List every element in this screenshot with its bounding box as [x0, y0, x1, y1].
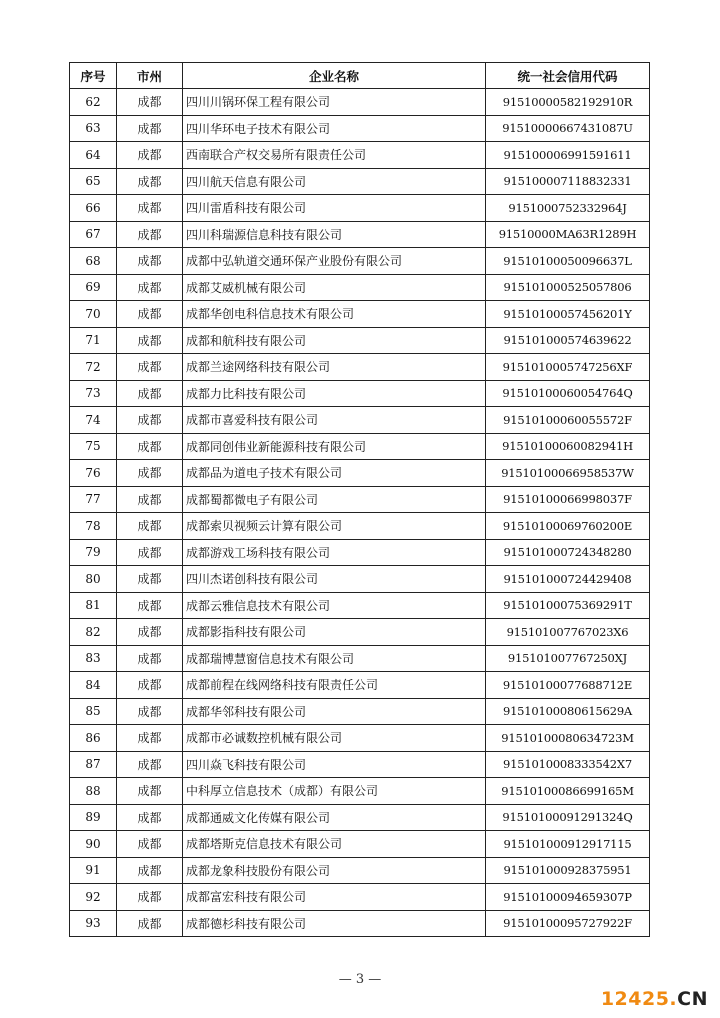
table-row: [70, 380, 650, 407]
cell-city: 成都: [117, 751, 183, 778]
site-watermark: [601, 988, 708, 1010]
cell-name: 成都中弘轨道交通环保产业股份有限公司: [183, 248, 486, 275]
cell-name: 四川航天信息有限公司: [183, 168, 486, 195]
table-row: [70, 89, 650, 116]
table-row: [70, 327, 650, 354]
cell-code: 91510100077688712E: [486, 672, 650, 699]
cell-code: 9151010005747256XF: [486, 354, 650, 381]
table-row: [70, 274, 650, 301]
cell-city: 成都: [117, 221, 183, 248]
cell-city: 成都: [117, 645, 183, 672]
cell-name: 成都蜀都微电子有限公司: [183, 486, 486, 513]
cell-city: 成都: [117, 539, 183, 566]
cell-code: 91510100069760200E: [486, 513, 650, 540]
cell-city: 成都: [117, 672, 183, 699]
cell-city: 成都: [117, 354, 183, 381]
cell-city: 成都: [117, 831, 183, 858]
cell-name: 成都品为道电子技术有限公司: [183, 460, 486, 487]
cell-no: 73: [70, 380, 117, 407]
cell-code: 91510100060054764Q: [486, 380, 650, 407]
cell-city: 成都: [117, 619, 183, 646]
cell-name: 成都华创电科信息技术有限公司: [183, 301, 486, 328]
cell-name: 成都力比科技有限公司: [183, 380, 486, 407]
table-row: [70, 168, 650, 195]
table-row: [70, 248, 650, 275]
header-no: 序号: [70, 63, 117, 89]
cell-no: 67: [70, 221, 117, 248]
header-city: 市州: [117, 63, 183, 89]
cell-no: 79: [70, 539, 117, 566]
cell-city: 成都: [117, 592, 183, 619]
cell-no: 65: [70, 168, 117, 195]
cell-name: 成都索贝视频云计算有限公司: [183, 513, 486, 540]
cell-no: 68: [70, 248, 117, 275]
enterprise-table: [69, 62, 650, 937]
cell-name: 成都塔斯克信息技术有限公司: [183, 831, 486, 858]
cell-name: 四川川锅环保工程有限公司: [183, 89, 486, 116]
cell-code: 91510100060055572F: [486, 407, 650, 434]
cell-name: 成都和航科技有限公司: [183, 327, 486, 354]
cell-no: 76: [70, 460, 117, 487]
cell-name: 成都前程在线网络科技有限责任公司: [183, 672, 486, 699]
table-row: [70, 566, 650, 593]
table-header-row: [70, 63, 650, 89]
cell-no: 80: [70, 566, 117, 593]
table-row: [70, 195, 650, 222]
table-row: [70, 407, 650, 434]
table-row: [70, 115, 650, 142]
cell-name: 四川华环电子技术有限公司: [183, 115, 486, 142]
cell-no: 90: [70, 831, 117, 858]
cell-no: 88: [70, 778, 117, 805]
cell-city: 成都: [117, 910, 183, 937]
cell-city: 成都: [117, 168, 183, 195]
cell-city: 成都: [117, 301, 183, 328]
cell-code: 91510100050096637L: [486, 248, 650, 275]
cell-no: 66: [70, 195, 117, 222]
cell-name: 成都兰途网络科技有限公司: [183, 354, 486, 381]
cell-no: 81: [70, 592, 117, 619]
cell-name: 中科厚立信息技术（成都）有限公司: [183, 778, 486, 805]
table-row: [70, 804, 650, 831]
cell-city: 成都: [117, 884, 183, 911]
table-row: [70, 857, 650, 884]
cell-code: 9151000752332964J: [486, 195, 650, 222]
cell-code: 915101000525057806: [486, 274, 650, 301]
cell-no: 93: [70, 910, 117, 937]
cell-no: 71: [70, 327, 117, 354]
cell-no: 85: [70, 698, 117, 725]
table-row: [70, 725, 650, 752]
cell-city: 成都: [117, 486, 183, 513]
cell-city: 成都: [117, 698, 183, 725]
table-row: [70, 513, 650, 540]
cell-no: 72: [70, 354, 117, 381]
cell-code: 915101000574639622: [486, 327, 650, 354]
cell-name: 成都市喜爱科技有限公司: [183, 407, 486, 434]
table-row: [70, 301, 650, 328]
cell-code: 915101000928375951: [486, 857, 650, 884]
cell-code: 915101000912917115: [486, 831, 650, 858]
table-row: [70, 619, 650, 646]
cell-no: 70: [70, 301, 117, 328]
cell-code: 9151010008333542X7: [486, 751, 650, 778]
table-row: [70, 778, 650, 805]
table-row: [70, 539, 650, 566]
cell-code: 91510100080615629A: [486, 698, 650, 725]
cell-code: 91510100080634723M: [486, 725, 650, 752]
cell-city: 成都: [117, 248, 183, 275]
header-name: 企业名称: [183, 63, 486, 89]
table-row: [70, 831, 650, 858]
table-row: [70, 592, 650, 619]
cell-name: 成都通威文化传媒有限公司: [183, 804, 486, 831]
cell-no: 69: [70, 274, 117, 301]
cell-code: 915101007767250XJ: [486, 645, 650, 672]
cell-city: 成都: [117, 89, 183, 116]
table-row: [70, 460, 650, 487]
cell-name: 成都瑞博慧窗信息技术有限公司: [183, 645, 486, 672]
cell-name: 成都德杉科技有限公司: [183, 910, 486, 937]
cell-name: 成都影指科技有限公司: [183, 619, 486, 646]
cell-code: 91510000667431087U: [486, 115, 650, 142]
cell-city: 成都: [117, 857, 183, 884]
cell-no: 78: [70, 513, 117, 540]
cell-city: 成都: [117, 433, 183, 460]
cell-code: 91510100095727922F: [486, 910, 650, 937]
table-row: [70, 910, 650, 937]
cell-name: 西南联合产权交易所有限责任公司: [183, 142, 486, 169]
cell-city: 成都: [117, 274, 183, 301]
table-row: [70, 142, 650, 169]
cell-city: 成都: [117, 407, 183, 434]
table-row: [70, 884, 650, 911]
cell-city: 成都: [117, 115, 183, 142]
cell-name: 成都富宏科技有限公司: [183, 884, 486, 911]
cell-no: 74: [70, 407, 117, 434]
cell-code: 91510100057456201Y: [486, 301, 650, 328]
cell-no: 92: [70, 884, 117, 911]
cell-no: 86: [70, 725, 117, 752]
cell-no: 64: [70, 142, 117, 169]
cell-city: 成都: [117, 142, 183, 169]
table-row: [70, 354, 650, 381]
cell-code: 915100006991591611: [486, 142, 650, 169]
cell-name: 成都市必诚数控机械有限公司: [183, 725, 486, 752]
cell-city: 成都: [117, 380, 183, 407]
cell-city: 成都: [117, 513, 183, 540]
cell-code: 91510100066998037F: [486, 486, 650, 513]
table-row: [70, 221, 650, 248]
cell-no: 63: [70, 115, 117, 142]
table-row: [70, 672, 650, 699]
cell-no: 91: [70, 857, 117, 884]
cell-no: 75: [70, 433, 117, 460]
cell-name: 成都华邻科技有限公司: [183, 698, 486, 725]
watermark-tld: CN: [677, 988, 708, 1010]
header-code: 统一社会信用代码: [486, 63, 650, 89]
watermark-number: 12425: [600, 988, 670, 1010]
cell-no: 82: [70, 619, 117, 646]
cell-name: 成都龙象科技股份有限公司: [183, 857, 486, 884]
table-row: [70, 751, 650, 778]
cell-code: 915101000724348280: [486, 539, 650, 566]
cell-code: 91510100075369291T: [486, 592, 650, 619]
cell-no: 89: [70, 804, 117, 831]
cell-code: 91510100094659307P: [486, 884, 650, 911]
cell-code: 91510100091291324Q: [486, 804, 650, 831]
cell-name: 成都游戏工场科技有限公司: [183, 539, 486, 566]
cell-city: 成都: [117, 460, 183, 487]
page-number: — 3 —: [338, 972, 382, 987]
cell-city: 成都: [117, 725, 183, 752]
cell-code: 915100007118832331: [486, 168, 650, 195]
table-row: [70, 645, 650, 672]
cell-code: 915101007767023X6: [486, 619, 650, 646]
cell-name: 成都同创伟业新能源科技有限公司: [183, 433, 486, 460]
cell-city: 成都: [117, 327, 183, 354]
cell-code: 91510100066958537W: [486, 460, 650, 487]
cell-name: 成都云雅信息技术有限公司: [183, 592, 486, 619]
table-row: [70, 486, 650, 513]
cell-no: 62: [70, 89, 117, 116]
cell-code: 91510000582192910R: [486, 89, 650, 116]
cell-code: 915101000724429408: [486, 566, 650, 593]
cell-city: 成都: [117, 778, 183, 805]
table-row: [70, 698, 650, 725]
cell-code: 91510100060082941H: [486, 433, 650, 460]
cell-city: 成都: [117, 195, 183, 222]
watermark-dot: .: [669, 988, 678, 1010]
cell-no: 87: [70, 751, 117, 778]
cell-name: 四川焱飞科技有限公司: [183, 751, 486, 778]
cell-no: 77: [70, 486, 117, 513]
cell-code: 91510000MA63R1289H: [486, 221, 650, 248]
cell-name: 成都艾威机械有限公司: [183, 274, 486, 301]
cell-no: 84: [70, 672, 117, 699]
cell-no: 83: [70, 645, 117, 672]
cell-city: 成都: [117, 566, 183, 593]
cell-city: 成都: [117, 804, 183, 831]
cell-name: 四川雷盾科技有限公司: [183, 195, 486, 222]
cell-code: 91510100086699165M: [486, 778, 650, 805]
cell-name: 四川科瑞源信息科技有限公司: [183, 221, 486, 248]
cell-name: 四川杰诺创科技有限公司: [183, 566, 486, 593]
table-row: [70, 433, 650, 460]
